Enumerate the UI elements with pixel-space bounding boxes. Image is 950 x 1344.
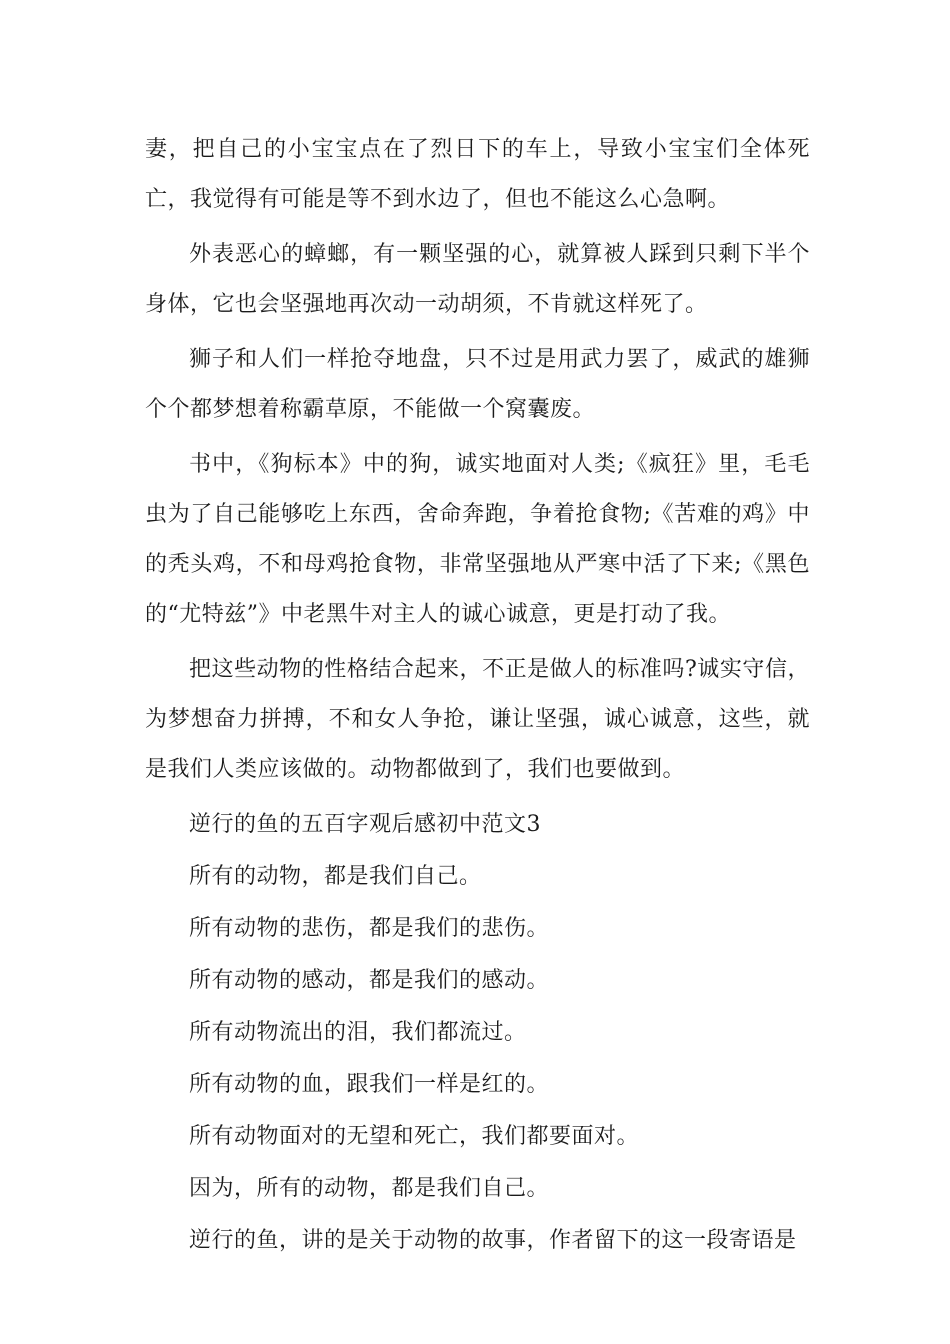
poem-line: 所有动物流出的泪，我们都流过。: [189, 1020, 527, 1045]
paragraph-lion: 狮子和人们一样抢夺地盘，只不过是用武力罢了，威武的雄狮个个都梦想着称霸草原，不能做一个窝囊废。: [145, 347, 810, 422]
poem-line: 所有的动物，都是我们自己。: [189, 864, 482, 889]
document-body: [145, 125, 810, 1266]
section-heading: 逆行的鱼的五百字观后感初中范文3: [189, 812, 541, 837]
paragraph-conclusion: 把这些动物的性格结合起来，不正是做人的标准吗?诚实守信，为梦想奋力拼搏，不和女人争抢，谦让坚强，诚心诚意，这些，就是我们人类应该做的。动物都做到了，我们也要做到。: [145, 657, 810, 782]
paragraph-continued: 妻，把自己的小宝宝点在了烈日下的车上，导致小宝宝们全体死亡，我觉得有可能是等不到水边了，但也不能这么心急啊。: [145, 137, 810, 212]
poem-line: 因为，所有的动物，都是我们自己。: [189, 1176, 550, 1201]
closing-line: 逆行的鱼，讲的是关于动物的故事，作者留下的这一段寄语是: [189, 1228, 797, 1253]
paragraph-cockroach: 外表恶心的蟑螂，有一颗坚强的心，就算被人踩到只剩下半个身体，它也会坚强地再次动一动胡须，不肯就这样死了。: [145, 242, 810, 317]
paragraph-book-stories: 书中，《狗标本》中的狗，诚实地面对人类;《疯狂》里，毛毛虫为了自己能够吃上东西，舍命奔跑，争着抢食物;《苦难的鸡》中的秃头鸡，不和母鸡抢食物，非常坚强地从严寒中活了下来;《黑色的“尤特兹”》中老黑牛对主人的诚心诚意，更是打动了我。: [145, 452, 810, 627]
poem-line: 所有动物的感动，都是我们的感动。: [189, 968, 550, 993]
poem-line: 所有动物的悲伤，都是我们的悲伤。: [189, 916, 550, 941]
poem-line: 所有动物面对的无望和死亡，我们都要面对。: [189, 1124, 640, 1149]
poem-line: 所有动物的血，跟我们一样是红的。: [189, 1072, 550, 1097]
